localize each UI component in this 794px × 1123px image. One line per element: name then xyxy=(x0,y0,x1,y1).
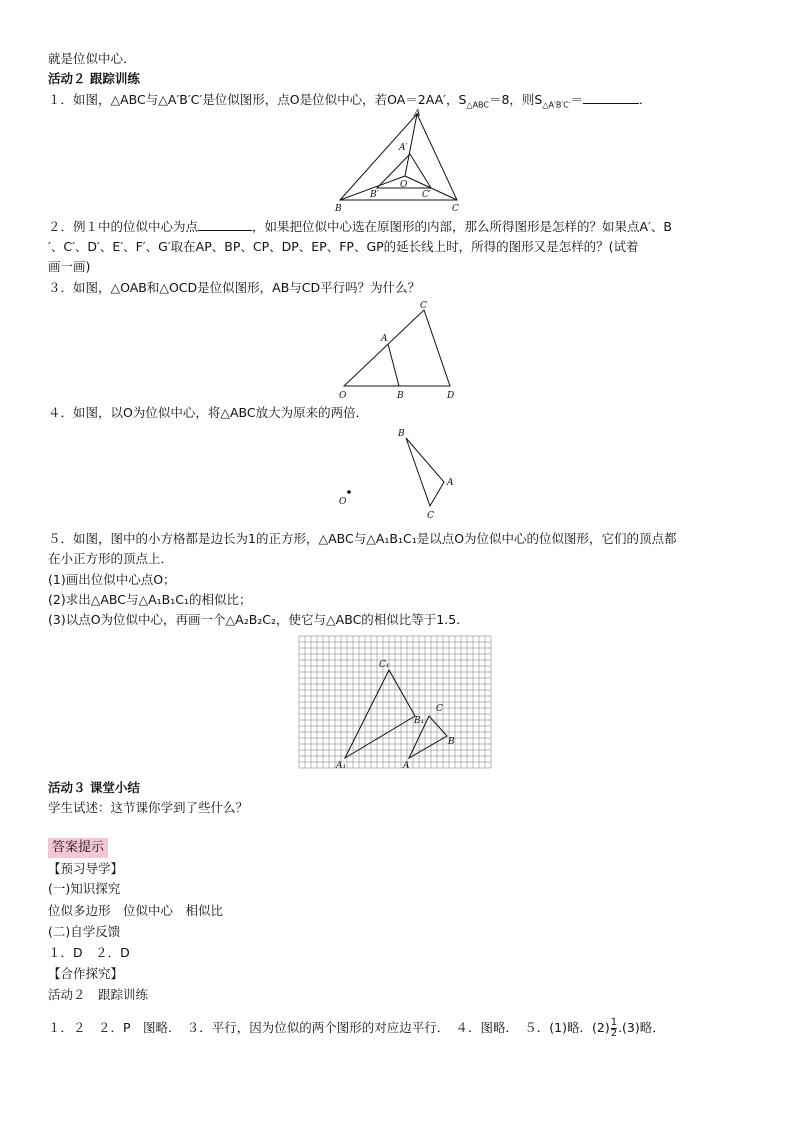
q1-answer-blank[interactable] xyxy=(583,91,639,104)
q1-figure xyxy=(330,108,470,214)
q3-figure xyxy=(336,298,466,404)
activity3-heading xyxy=(48,779,140,797)
answers-feedback-answer: １．D ２．D xyxy=(48,945,130,960)
q5-sub1: (1)画出位似中心点O； xyxy=(48,572,176,587)
answers-activity2: 活动２ 跟踪训练 xyxy=(48,987,149,1002)
q3-label-d: D xyxy=(447,391,455,401)
answers-final xyxy=(48,1018,665,1039)
answers-final-b: .(3)略． xyxy=(618,1020,665,1035)
q1-sub-b: △A′B′C′ xyxy=(542,100,571,110)
activity3-title: 课堂小结 xyxy=(89,780,140,795)
activity2-title: 跟踪训练 xyxy=(89,71,140,86)
intro-text: 就是位似中心． xyxy=(48,51,136,66)
q4-label-o: O xyxy=(339,497,347,507)
q1-text-a: １．如图，△ABC与△A′B′C′是位似图形，点O是位似中心，若OA＝2AA′，S xyxy=(48,92,467,107)
answers-feedback: (二)自学反馈 xyxy=(48,924,121,939)
q5-label-b: B xyxy=(448,737,455,747)
q5-label-b1: B₁ xyxy=(414,716,425,726)
answers-cooperate: 【合作探究】 xyxy=(48,966,124,981)
q5-grid-figure xyxy=(299,636,493,770)
q1-text-b: ＝8，则S xyxy=(488,92,543,107)
activity2-label: 活动２ xyxy=(48,71,86,86)
q5-label-a: A xyxy=(403,761,410,771)
question-2 xyxy=(48,218,672,236)
q1-label-b-prime: B′ xyxy=(370,190,379,200)
q3-label-a: A xyxy=(381,334,388,344)
answers-knowledge-answer: 位似多边形 位似中心 相似比 xyxy=(48,903,224,918)
fraction-one-half xyxy=(611,1018,617,1039)
grid-lines xyxy=(299,636,491,768)
q3-label-b: B xyxy=(397,391,404,401)
q5-sub2: (2)求出△ABC与△A₁B₁C₁的相似比； xyxy=(48,592,252,607)
q3-label-o: O xyxy=(339,391,347,401)
answers-preview: 【预习导学】 xyxy=(48,861,124,876)
q4-label-a: A xyxy=(447,478,454,488)
q1-text-c: ＝ xyxy=(570,92,584,107)
q1-label-a: A xyxy=(414,109,421,119)
q1-label-c: C xyxy=(452,204,459,214)
q4-label-b: B xyxy=(398,429,405,439)
fraction-numerator: 1 xyxy=(610,1017,618,1028)
q3-label-c: C xyxy=(420,301,427,311)
activity3-text: 学生试述：这节课你学到了些什么？ xyxy=(48,800,249,815)
q2-text-b: ，如果把位似中心选在原图形的内部，那么所得图形是怎样的？如果点A′、B xyxy=(252,219,672,234)
q1-label-o: O xyxy=(400,180,408,190)
answers-knowledge: (一)知识探究 xyxy=(48,881,121,896)
q2-text-a: ２．例１中的位似中心为点 xyxy=(48,219,199,234)
q1-sub-a: △ABC xyxy=(466,100,489,110)
q4-label-c: C xyxy=(427,511,434,521)
q5-label-c1: C₁ xyxy=(379,660,390,670)
question-3: ３．如图，△OAB和△OCD是位似图形，AB与CD平行吗？为什么？ xyxy=(48,280,421,295)
fraction-denominator: 2 xyxy=(610,1028,618,1039)
answer-hint-badge: 答案提示 xyxy=(48,838,108,858)
q1-label-b: B xyxy=(335,204,342,214)
q2-line2: ′、C′、D′、E′、F′、G′取在AP、BP、CP、DP、EP、FP、GP的延长线上时，所得的图形又是怎样的？(试着 xyxy=(48,239,639,254)
q1-text-d: ． xyxy=(639,92,652,107)
answers-final-a: １．２ ２．P 图略． ３．平行，因为位似的两个图形的对应边平行． ４．图略． ５．(1)略．(2) xyxy=(48,1020,610,1035)
q2-answer-blank[interactable] xyxy=(198,218,252,231)
q2-line3: 画一画) xyxy=(48,259,91,274)
q5-line2: 在小正方形的顶点上． xyxy=(48,551,174,566)
q1-label-c-prime: C′ xyxy=(422,190,431,200)
question-4: ４．如图，以O为位似中心，将△ABC放大为原来的两倍． xyxy=(48,405,369,420)
question-5: ５．如图，图中的小方格都是边长为1的正方形，△ABC与△A₁B₁C₁是以点O为位似中心的位似图形，它们的顶点都 xyxy=(48,531,677,546)
q1-label-a-prime: A′ xyxy=(399,143,408,153)
q5-label-a1: A₁ xyxy=(336,761,347,771)
q5-sub3: (3)以点O为位似中心，再画一个△A₂B₂C₂，使它与△ABC的相似比等于1.5． xyxy=(48,612,469,627)
activity3-label: 活动３ xyxy=(48,780,86,795)
q5-label-c: C xyxy=(436,704,443,714)
q4-figure xyxy=(336,424,466,524)
activity2-heading xyxy=(48,70,140,88)
